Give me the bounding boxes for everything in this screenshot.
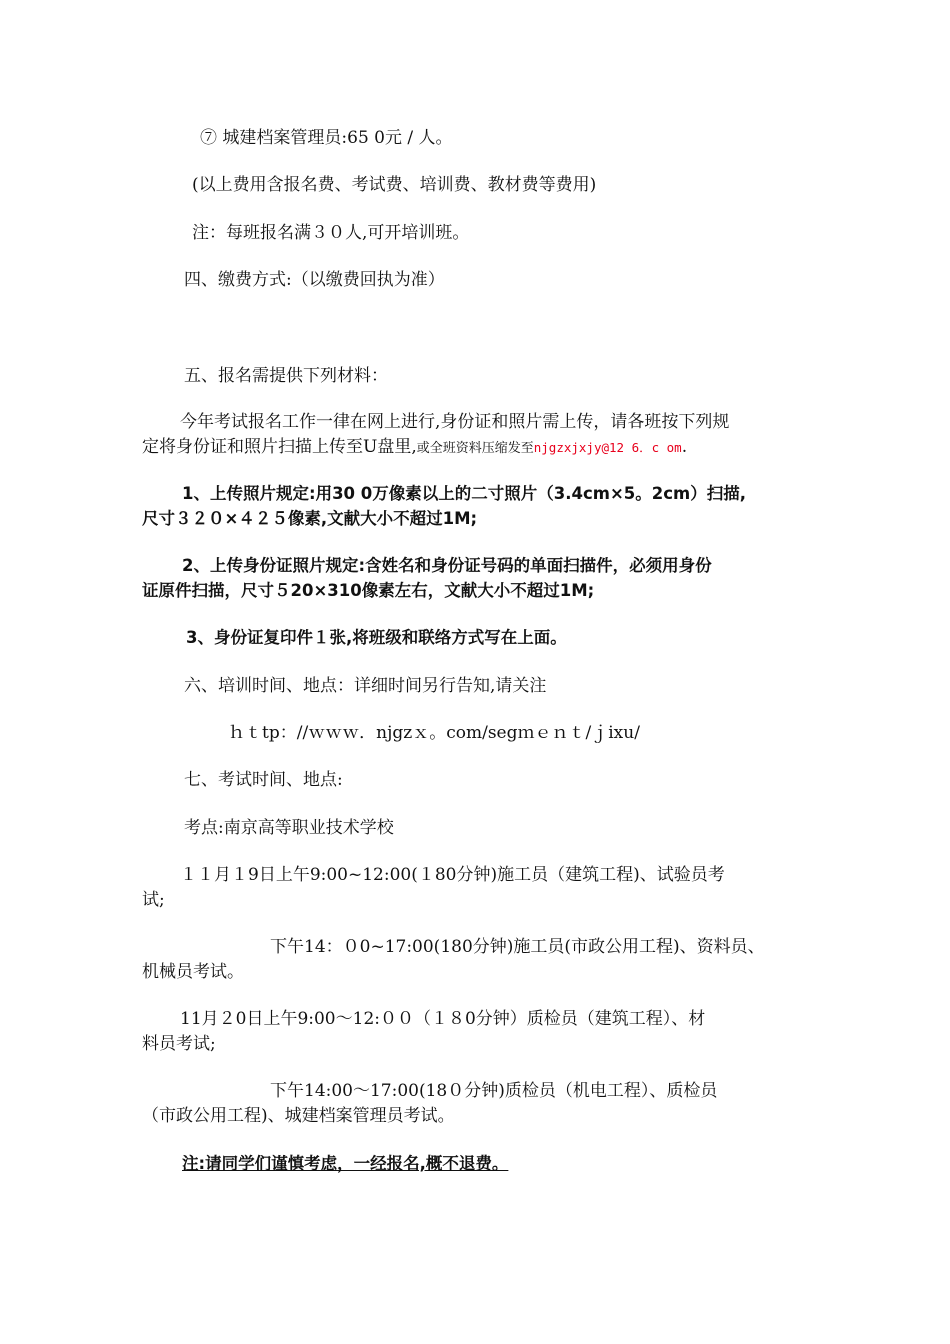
exam-day2-morning-line1: 11月２0日上午9:00～12:００（１８0分钟）质检员（建筑工程）、材 <box>180 1009 706 1029</box>
email-address: njgzxjxjy@12 6．c om <box>533 440 682 455</box>
materials-paragraph-line1: 今年考试报名工作一律在网上进行,身份证和照片需上传，请各班按下列规 <box>180 412 730 432</box>
section-exam-heading: 七、考试时间、地点: <box>184 770 343 790</box>
exam-day1-afternoon-line2: 机械员考试。 <box>142 962 244 982</box>
photo-rule-line2: 尺寸３２０×４２５像素,文献大小不超过1M; <box>142 509 478 528</box>
exam-day2-afternoon-line2: （市政公用工程)、城建档案管理员考试。 <box>142 1106 455 1126</box>
exam-day2-morning-line2: 料员考试; <box>142 1034 216 1054</box>
send-to-text: 或全班资料压缩发至 <box>416 441 534 456</box>
fee-item-archive-manager: ⑦ 城建档案管理员:65 0元 / 人。 <box>200 128 453 148</box>
section-training-heading: 六、培训时间、地点：详细时间另行告知,请关注 <box>184 676 547 696</box>
section-materials-heading: 五、报名需提供下列材料： <box>184 366 388 386</box>
section-payment-heading: 四、缴费方式:（以缴费回执为准） <box>184 270 445 290</box>
photo-rule-line1: 1、上传照片规定:用30 0万像素以上的二寸照片（3.4cm×5。2cm）扫描, <box>182 484 746 503</box>
exam-day1-morning-line1: １１月１9日上午9:00~12:00(１80分钟)施工员（建筑工程)、试验员考 <box>180 865 725 885</box>
exam-location: 考点:南京高等职业技术学校 <box>184 818 394 838</box>
id-rule-line1: 2、上传身份证照片规定:含姓名和身份证号码的单面扫描件，必须用身份 <box>182 556 712 575</box>
exam-day1-afternoon-line1: 下午14：０0~17:00(180分钟)施工员(市政公用工程)、资料员、 <box>270 937 765 957</box>
id-rule-line2: 证原件扫描，尺寸５20×310像素左右，文献大小不超过1M; <box>142 581 595 600</box>
period: . <box>681 437 688 457</box>
materials-text: 定将身份证和照片扫描上传至U盘里, <box>142 437 417 457</box>
training-url: ｈｔtp：//ｗｗｗ．njgzｘ。com/segｍｅｎｔ/ｊixu/ <box>228 723 640 743</box>
materials-paragraph-line2 <box>142 437 687 459</box>
exam-day2-afternoon-line1: 下午14:00～17:00(18０分钟)质检员（机电工程）、质检员 <box>270 1081 718 1101</box>
exam-day1-morning-line2: 试; <box>142 890 165 910</box>
no-refund-note: 注:请同学们谨慎考虑，一经报名,概不退费。 <box>182 1154 509 1173</box>
fee-note: (以上费用含报名费、考试费、培训费、教材费等费用) <box>192 175 597 195</box>
id-copy-rule: 3、身份证复印件１张,将班级和联络方式写在上面。 <box>186 628 567 647</box>
class-size-note: 注：每班报名满３０人,可开培训班。 <box>192 223 470 243</box>
